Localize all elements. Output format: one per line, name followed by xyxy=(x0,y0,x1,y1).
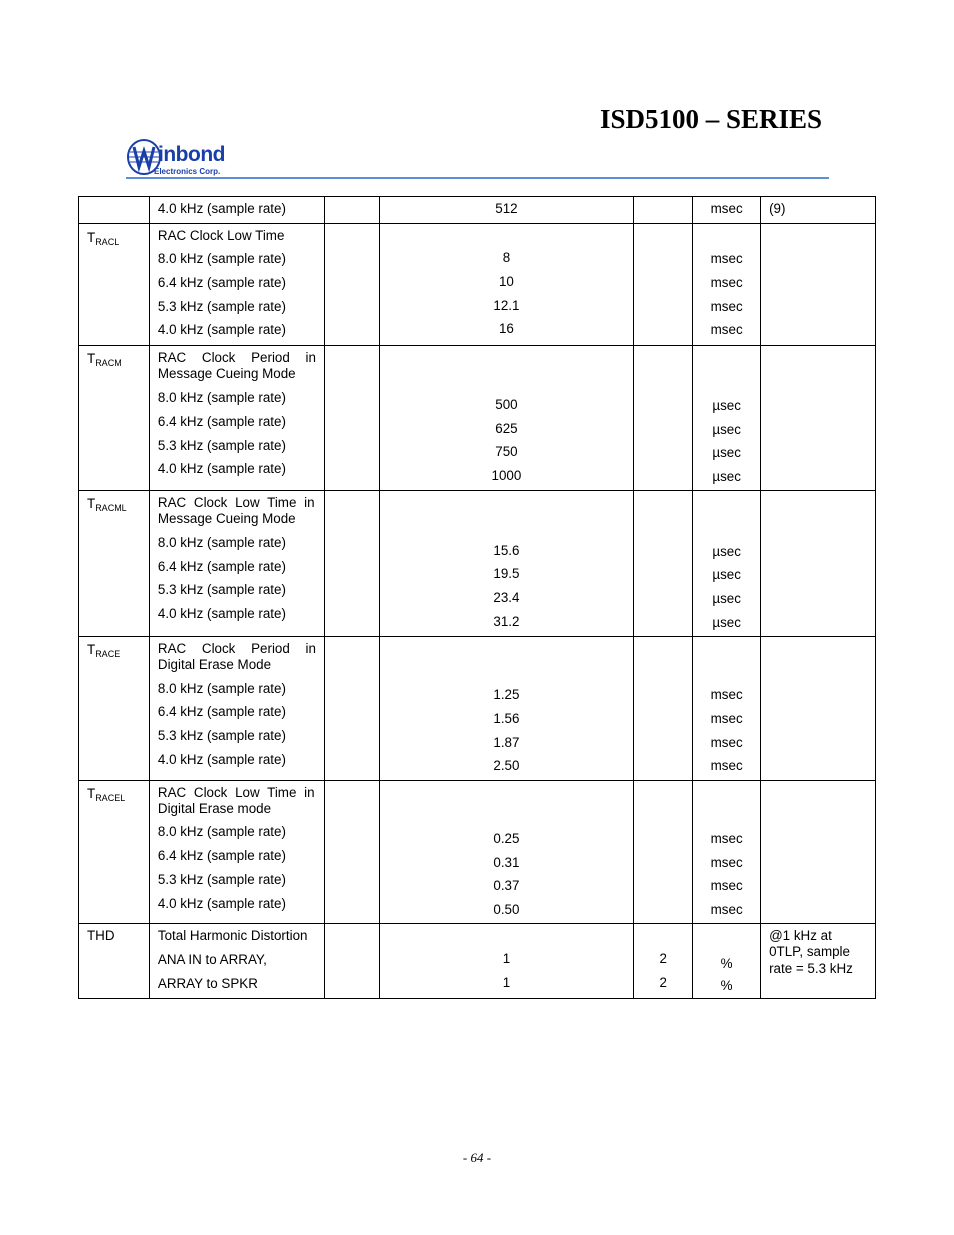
typ-value: 31.2 xyxy=(493,614,520,629)
unit-value: msec xyxy=(710,251,743,266)
unit-value: µsec xyxy=(712,398,741,413)
typ-value: 512 xyxy=(495,201,518,216)
unit-value: msec xyxy=(710,201,743,216)
unit-value: msec xyxy=(710,275,743,290)
typ-value: 2.50 xyxy=(493,758,520,773)
desc-line: Digital Erase Mode xyxy=(157,657,272,672)
desc-line: RAC Clock Period in xyxy=(157,641,316,656)
unit-value: msec xyxy=(710,902,743,917)
desc-line: Total Harmonic Distortion xyxy=(157,928,308,943)
desc-line: 5.3 kHz (sample rate) xyxy=(157,438,286,453)
desc-line: 8.0 kHz (sample rate) xyxy=(157,535,286,550)
typ-value: 0.25 xyxy=(493,831,520,846)
max-value: 2 xyxy=(659,951,667,966)
typ-value: 750 xyxy=(495,444,518,459)
desc-line: 8.0 kHz (sample rate) xyxy=(157,251,286,266)
logo-text: inbond xyxy=(158,143,225,166)
desc-line: 6.4 kHz (sample rate) xyxy=(157,559,286,574)
unit-value: µsec xyxy=(712,591,741,606)
typ-value: 1.25 xyxy=(493,687,520,702)
desc-line: RAC Clock Low Time in xyxy=(157,495,315,510)
desc-line: 5.3 kHz (sample rate) xyxy=(157,728,286,743)
desc-line: 4.0 kHz (sample rate) xyxy=(157,606,286,621)
unit-value: msec xyxy=(710,711,743,726)
typ-value: 0.50 xyxy=(493,902,520,917)
unit-value: µsec xyxy=(712,567,741,582)
conditions: (9) xyxy=(769,201,786,216)
unit-value: msec xyxy=(710,735,743,750)
typ-value: 1000 xyxy=(491,468,522,483)
typ-value: 16 xyxy=(498,321,514,336)
timing-parameters-table xyxy=(78,196,876,999)
typ-value: 10 xyxy=(498,274,514,289)
conditions-line: 0TLP, sample xyxy=(769,944,850,959)
desc-line: 8.0 kHz (sample rate) xyxy=(157,390,286,405)
typ-value: 8 xyxy=(502,250,511,265)
typ-value: 0.31 xyxy=(493,855,520,870)
typ-value: 19.5 xyxy=(493,566,520,581)
desc-line: RAC Clock Period in xyxy=(157,350,316,365)
symbol: THD xyxy=(87,928,115,943)
table-row xyxy=(79,637,876,781)
unit-value: msec xyxy=(710,878,743,893)
unit-value: µsec xyxy=(712,422,741,437)
desc-line: 4.0 kHz (sample rate) xyxy=(157,461,286,476)
desc-line: ANA IN to ARRAY, xyxy=(157,952,267,967)
unit-value: msec xyxy=(710,299,743,314)
symbol: $T_{RACML}$ xyxy=(87,496,127,513)
symbol: $T_{RACM}$ xyxy=(87,351,122,368)
unit-value: msec xyxy=(710,322,743,337)
typ-value: 500 xyxy=(495,397,518,412)
page-title: ISD5100 – SERIES xyxy=(600,104,823,134)
unit-value: msec xyxy=(710,758,743,773)
unit-value: µsec xyxy=(712,469,741,484)
desc-line: Message Cueing Mode xyxy=(157,366,296,381)
table-row xyxy=(79,924,876,999)
typ-value: 0.37 xyxy=(493,878,520,893)
desc-line: 6.4 kHz (sample rate) xyxy=(157,414,286,429)
desc-line: 6.4 kHz (sample rate) xyxy=(157,275,286,290)
unit-value: msec xyxy=(710,687,743,702)
table-row xyxy=(79,491,876,637)
desc-line: 4.0 kHz (sample rate) xyxy=(157,322,286,337)
typ-value: 23.4 xyxy=(493,590,520,605)
typ-value: 1 xyxy=(502,951,511,966)
typ-value: 625 xyxy=(495,421,518,436)
unit-value: msec xyxy=(710,831,743,846)
desc-line: RAC Clock Low Time xyxy=(157,228,285,243)
table-row xyxy=(79,224,876,346)
desc-line: 6.4 kHz (sample rate) xyxy=(157,704,286,719)
desc-line: RAC Clock Low Time in xyxy=(157,785,315,800)
typ-value: 1 xyxy=(502,975,511,990)
typ-value: 15.6 xyxy=(493,543,520,558)
typ-value: 1.87 xyxy=(493,735,520,750)
symbol: $T_{RACE}$ xyxy=(87,642,121,659)
desc-line: 4.0 kHz (sample rate) xyxy=(157,201,286,216)
desc-line: 5.3 kHz (sample rate) xyxy=(157,582,286,597)
symbol: $T_{RACEL}$ xyxy=(87,786,126,803)
unit-value: % xyxy=(720,956,733,971)
desc-line: 5.3 kHz (sample rate) xyxy=(157,299,286,314)
unit-value: µsec xyxy=(712,445,741,460)
desc-line: 6.4 kHz (sample rate) xyxy=(157,848,286,863)
max-value: 2 xyxy=(659,975,667,990)
conditions-line: rate = 5.3 kHz xyxy=(769,961,853,976)
desc-line: 5.3 kHz (sample rate) xyxy=(157,872,286,887)
unit-value: msec xyxy=(710,855,743,870)
desc-line: ARRAY to SPKR xyxy=(157,976,258,991)
unit-value: µsec xyxy=(712,544,741,559)
header-rule xyxy=(126,177,829,179)
logo-subtext: Electronics Corp. xyxy=(154,167,221,176)
symbol: $T_{RACL}$ xyxy=(87,230,120,247)
table-row xyxy=(79,197,876,224)
conditions-line: @1 kHz at xyxy=(769,928,832,943)
desc-line: 8.0 kHz (sample rate) xyxy=(157,681,286,696)
table-row xyxy=(79,781,876,924)
unit-value: µsec xyxy=(712,615,741,630)
desc-line: 4.0 kHz (sample rate) xyxy=(157,752,286,767)
table-row xyxy=(79,346,876,491)
page-number: - 64 - xyxy=(462,1150,492,1165)
desc-line: Message Cueing Mode xyxy=(157,511,296,526)
typ-value: 1.56 xyxy=(493,711,520,726)
desc-line: Digital Erase mode xyxy=(157,801,272,816)
desc-line: 8.0 kHz (sample rate) xyxy=(157,824,286,839)
desc-line: 4.0 kHz (sample rate) xyxy=(157,896,286,911)
typ-value: 12.1 xyxy=(493,298,520,313)
unit-value: % xyxy=(720,978,733,993)
